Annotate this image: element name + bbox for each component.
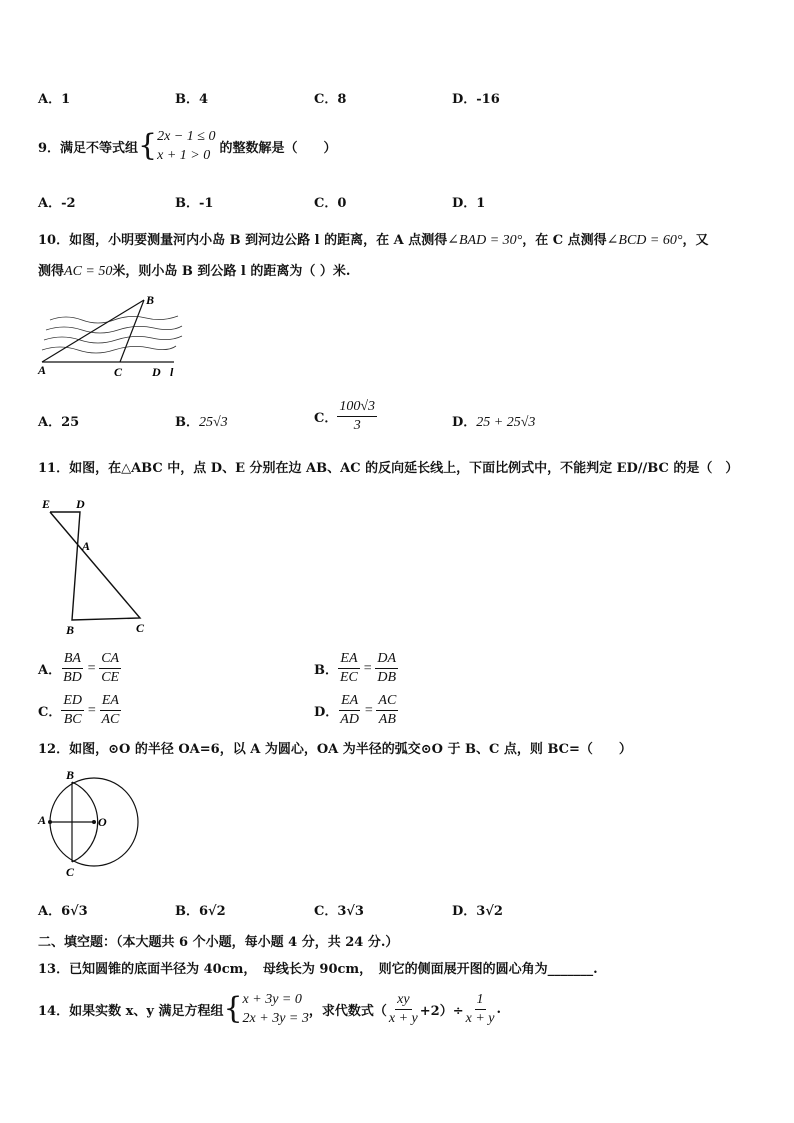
- q12-option-d: D．3√2: [452, 904, 503, 919]
- q10-option-c: [314, 398, 377, 435]
- question-10-line2: [38, 260, 350, 280]
- q10-option-c-fraction: [337, 398, 377, 435]
- q10-option-a: A．25: [38, 415, 80, 430]
- label-o: O: [98, 815, 107, 829]
- q8-option-c: C．8: [314, 92, 347, 107]
- q10-option-d-value: 25 + 25√3: [476, 415, 536, 430]
- label-c: C: [66, 865, 75, 878]
- numerator: CA: [99, 650, 121, 669]
- label-a: A: [38, 813, 47, 827]
- q8-option-a: A．1: [38, 92, 71, 107]
- question-12: 12．如图，⊙O 的半径 OA=6，以 A 为圆心，OA 为半径的弧交⊙O 于 B、C 点，则 BC=（ ）: [38, 742, 632, 757]
- q10-angle2: ∠BCD = 60°: [606, 233, 683, 248]
- q10-option-d: [452, 411, 535, 431]
- numerator: DA: [375, 650, 398, 669]
- q14-fraction-1: [387, 991, 420, 1028]
- question-9: [38, 127, 337, 165]
- equals: =: [86, 660, 97, 676]
- denominator: BC: [63, 712, 82, 727]
- numerator: ED: [61, 692, 84, 711]
- label-e: E: [42, 497, 51, 511]
- label-b: B: [66, 768, 75, 782]
- q10-angle1: ∠BAD = 30°: [447, 233, 523, 248]
- numerator: AC: [376, 692, 398, 711]
- numerator: xy: [395, 991, 411, 1010]
- fraction: [375, 650, 398, 687]
- q11-option-d-label: D．: [314, 705, 339, 720]
- label-b: B: [66, 623, 75, 637]
- q9-system: [157, 127, 215, 165]
- section-2-heading: 二、填空题：（本大题共 6 个小题，每小题 4 分，共 24 分.）: [38, 935, 399, 950]
- fraction: [338, 650, 360, 687]
- q11-option-b-label: B．: [314, 663, 338, 678]
- q11-option-d: [314, 692, 398, 729]
- q11-option-c-label: C．: [38, 705, 62, 720]
- q10-option-c-label: C．: [314, 411, 338, 426]
- label-c: C: [114, 365, 123, 379]
- q14-plus: +2）÷: [419, 1003, 464, 1019]
- q11-figure: [36, 494, 156, 638]
- q8-option-d: D．-16: [452, 92, 500, 107]
- fraction: [99, 650, 121, 687]
- fraction: [61, 650, 84, 687]
- q9-line1: 2x − 1 ≤ 0: [157, 129, 216, 144]
- fraction: [99, 692, 121, 729]
- numerator: EA: [338, 650, 359, 669]
- denominator: 3: [353, 418, 361, 433]
- question-10-line1: [38, 229, 708, 249]
- question-11: 11．如图，在△ABC 中，点 D、E 分别在边 AB、AC 的反向延长线上，下面比例式中，不能判定 ED//BC 的是（ ）: [38, 461, 739, 476]
- equals: =: [362, 660, 373, 676]
- label-a: A: [38, 363, 47, 377]
- q14-system: [243, 990, 309, 1028]
- q10-option-b: [175, 411, 228, 431]
- label-b: B: [146, 293, 155, 307]
- q10-figure: [36, 290, 186, 380]
- q9-option-c: C．0: [314, 196, 347, 211]
- q9-option-a: A．-2: [38, 196, 76, 211]
- q10-text5: 米，则小岛 B 到公路 l 的距离为（ ）米.: [112, 264, 351, 279]
- numerator: 100√3: [337, 398, 377, 417]
- question-14: [38, 990, 501, 1028]
- q14-prefix: 14．如果实数 x、y 满足方程组: [38, 1003, 224, 1019]
- q14-line2: 2x + 3y = 3: [242, 1011, 309, 1026]
- q9-suffix: 的整数解是（ ）: [219, 140, 337, 156]
- q9-option-b: B．-1: [175, 196, 214, 211]
- q14-line1: x + 3y = 0: [242, 992, 302, 1007]
- question-13: 13．已知圆锥的底面半径为 40cm， 母线长为 90cm， 则它的侧面展开图的圆心角为_______.: [38, 962, 598, 977]
- q11-option-b: [314, 650, 398, 687]
- q10-text2: ，在 C 点测得: [522, 233, 607, 248]
- denominator: AD: [340, 712, 359, 727]
- q14-mid: ，求代数式（: [308, 1003, 387, 1019]
- numerator: EA: [100, 692, 121, 711]
- label-d: D: [76, 497, 85, 511]
- numerator: EA: [339, 692, 360, 711]
- denominator: AC: [101, 712, 120, 727]
- q10-text4: 测得: [38, 264, 65, 279]
- q10-option-b-value: 25√3: [199, 415, 228, 430]
- fraction: [338, 692, 361, 729]
- denominator: x + y: [465, 1010, 495, 1026]
- q12-option-a: A．6√3: [38, 904, 88, 919]
- denominator: x + y: [388, 1010, 418, 1026]
- fraction: [61, 692, 84, 729]
- q10-text1: 10．如图，小明要测量河内小岛 B 到河边公路 l 的距离，在 A 点测得: [38, 233, 448, 248]
- denominator: EC: [340, 670, 358, 685]
- point-o: [92, 820, 96, 824]
- label-d: D: [152, 365, 161, 379]
- brace-icon: {: [138, 128, 158, 163]
- denominator: DB: [377, 670, 397, 685]
- q14-fraction-2: [464, 991, 497, 1028]
- label-a: A: [82, 539, 91, 553]
- q12-option-c: C．3√3: [314, 904, 364, 919]
- q9-option-d: D．1: [452, 196, 486, 211]
- q10-option-d-label: D．: [452, 415, 477, 430]
- numerator: BA: [62, 650, 83, 669]
- point-a: [48, 820, 52, 824]
- q11-option-c: [38, 692, 121, 729]
- fraction: [376, 692, 398, 729]
- label-l: l: [170, 365, 174, 379]
- denominator: AB: [378, 712, 396, 727]
- q10-text3: ，又: [682, 233, 709, 248]
- denominator: CE: [101, 670, 120, 685]
- denominator: BD: [63, 670, 82, 685]
- q12-option-b: B．6√2: [175, 904, 226, 919]
- triangle-lines: [50, 512, 140, 620]
- brace-icon: {: [223, 991, 243, 1026]
- segment-cb: [120, 300, 144, 362]
- q10-option-b-label: B．: [175, 415, 199, 430]
- label-c: C: [136, 621, 145, 635]
- q9-prefix: 9．满足不等式组: [38, 140, 139, 156]
- q9-line2: x + 1 > 0: [157, 148, 211, 163]
- q12-figure: [36, 766, 142, 878]
- equals: =: [87, 702, 97, 718]
- equals: =: [363, 702, 374, 718]
- q14-end: .: [496, 1001, 502, 1017]
- river-waves: [42, 316, 182, 353]
- q11-option-a-label: A．: [38, 663, 62, 678]
- q11-option-a: [38, 650, 121, 687]
- q8-option-b: B．4: [175, 92, 209, 107]
- q10-distance: AC = 50: [64, 264, 113, 279]
- numerator: 1: [475, 991, 486, 1010]
